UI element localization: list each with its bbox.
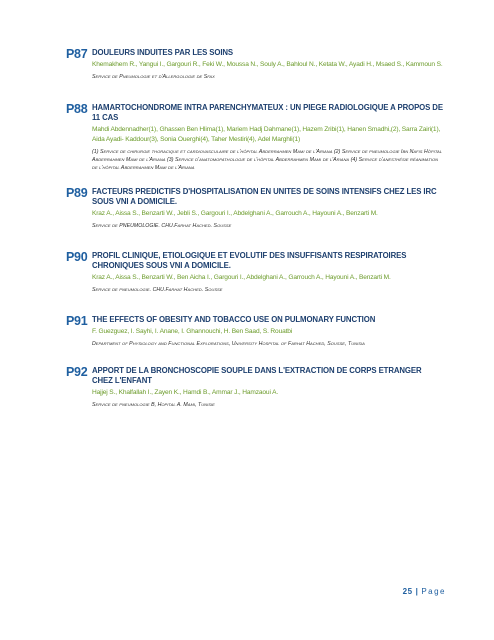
abstract-title: HAMARTOCHONDROME INTRA PARENCHYMATEUX : UN PIEGE RADIOLOGIQUE A PROPOS DE 11 CAS: [92, 103, 443, 122]
abstract-code: P87: [66, 47, 88, 61]
abstract-affiliation: (1) Service de chirurgie thoracique et cardiovasculaire de l'hôpital Abderrahmen Mami de l'Ariana (2) Service de pneumologie Ibn Nafis Hôpital Abderrahmen Mami de l'Ariana (3) Service d'anatomopathologie de l'hôpital Abderrahmen Mami de l'Ariana (4) Service d'anesthésie réanimation de l'hôpital Abderrahmen Mami de l'Ariana: [92, 149, 443, 172]
abstract-code: P91: [66, 314, 88, 328]
footer-separator: |: [415, 587, 419, 596]
abstract-authors: Khemakhem R., Yangui I., Gargouri R., Feki W., Moussa N., Souly A., Bahloul N., Ketata W., Ayadi H., Msaed S., Kammoun S.: [92, 61, 443, 68]
abstract-title: DOULEURS INDUITES PAR LES SOINS: [92, 48, 234, 57]
abstract-code: P90: [66, 250, 88, 264]
page-label: Page: [421, 587, 446, 596]
abstract-authors: Mahdi Abdennadher(1), Ghassen Ben Hlima(1), Mariem Hadj Dahmane(1), Hazem Zribi(1), Hanen Smadhi,(2), Sarra Zairi(1), Aida Ayadi- Kaddour(3), Sonia Ouerghi(4), Taher Mestiri(4), Adel Marghli(1): [92, 126, 441, 143]
abstract-authors: Kraz A., Aissa S., Benzarti W., Jebli S., Gargouri I., Abdelghani A., Garrouch A., Hayouni A., Benzarti M.: [92, 210, 378, 217]
abstract-authors: Kraz A., Aissa S., Benzarti W., Ben Aicha I., Gargouri I., Abdelghani A., Garrouch A., Hayouni A., Benzarti M.: [92, 274, 391, 281]
abstract-authors: Hajjej S., Khalfallah I., Zayen K., Hamdi B., Ammar J., Hamzaoui A.: [92, 389, 279, 396]
abstract-authors: F. Guezguez, I. Sayhi, I. Anane, I. Ghannouchi, H. Ben Saad, S. Rouatbi: [92, 328, 293, 335]
abstract-title: PROFIL CLINIQUE, ETIOLOGIQUE ET EVOLUTIF DES INSUFFISANTS RESPIRATOIRES CHRONIQUES SOUS VNI A DOMICILE.: [92, 251, 407, 270]
abstract-code: P92: [66, 365, 88, 379]
abstract-affiliation: Department of Physiology and Functional Explorations, University Hospital of Farhat Hached, Sousse, Tunisia: [92, 341, 365, 347]
abstract-title: THE EFFECTS OF OBESITY AND TOBACCO USE ON PULMONARY FUNCTION: [92, 315, 376, 324]
page-footer: [403, 587, 446, 596]
abstract-title: APPORT DE LA BRONCHOSCOPIE SOUPLE DANS L'EXTRACTION DE CORPS ETRANGER CHEZ L'ENFANT: [92, 366, 422, 385]
page-number: 25: [402, 587, 413, 596]
abstract-affiliation: Service de Pneumologie et d'Allergologie de Sfax: [92, 74, 215, 80]
abstract-code: P89: [66, 186, 88, 200]
abstract-affiliation: Service de pneumologie B, Hopital A. Mami, Tunisie: [92, 402, 215, 408]
abstract-affiliation: Service de pneumologie. CHU.Farhat Hached. Sousse: [92, 287, 223, 293]
abstract-title: FACTEURS PREDICTIFS D'HOSPITALISATION EN UNITES DE SOINS INTENSIFS CHEZ LES IRC SOUS VNI A DOMICILE.: [92, 187, 437, 206]
abstract-affiliation: Service de PNEUMOLOGIE. CHU.Farhat Hached. Sousse: [92, 223, 232, 229]
abstract-code: P88: [66, 102, 88, 116]
